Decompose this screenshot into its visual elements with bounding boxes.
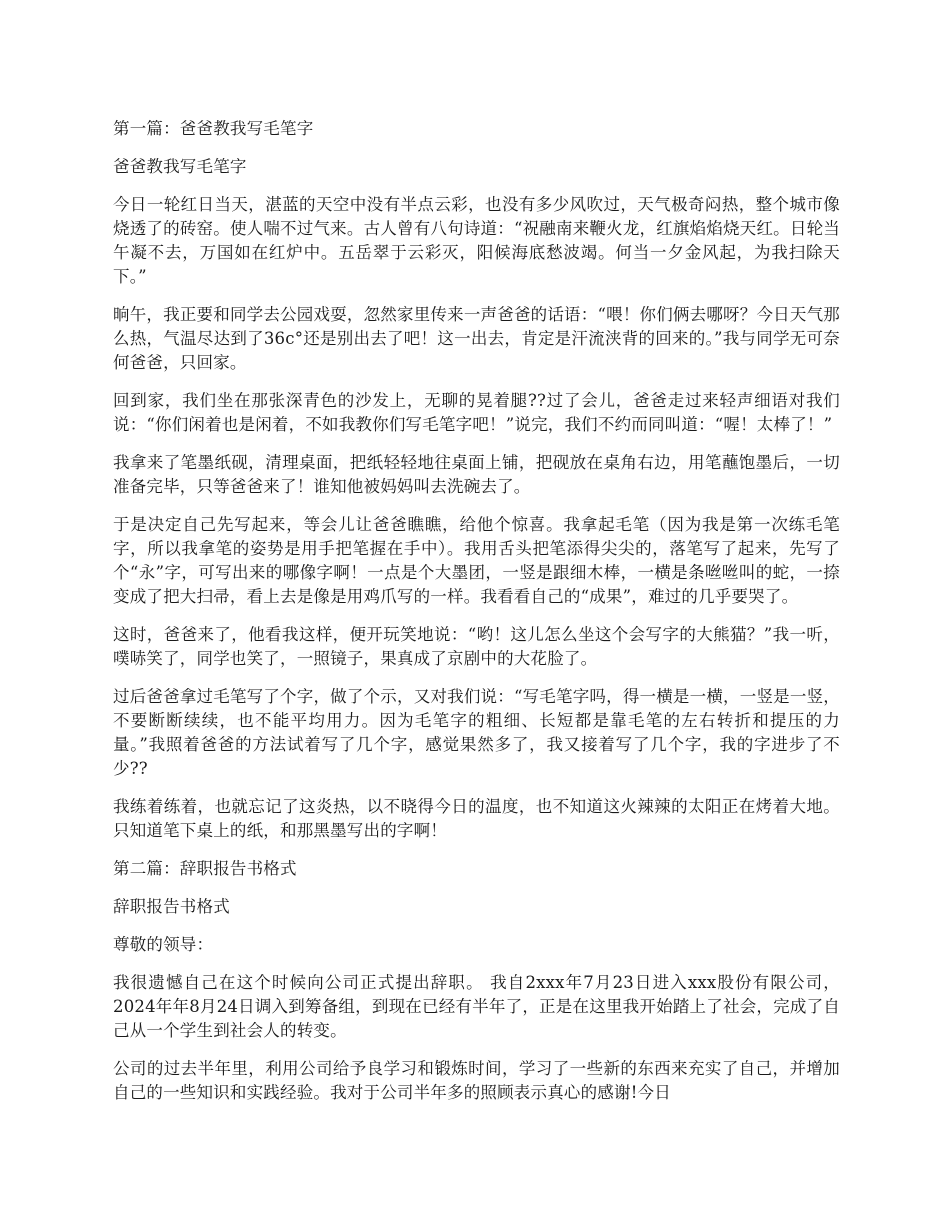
paragraph: 于是决定自己先写起来，等会儿让爸爸瞧瞧，给他个惊喜。我拿起毛笔（因为我是第一次练毛笔字，所以我拿笔的姿势是用手把笔握在手中）。我用舌头把笔添得尖尖的，落笔写了起来，先写了个“永”字，可写出来的哪像字啊！一点是个大墨团，一竖是跟细木棒，一横是条咝咝叫的蛇，一捺变成了把大扫帚，看上去是像是用鸡爪写的一样。我看看自己的“成果”，难过的几乎要哭了。 xyxy=(113,515,840,606)
paragraph: 公司的过去半年里，利用公司给予良学习和锻炼时间，学习了一些新的东西来充实了自己，并增加自己的一些知识和实践经验。我对于公司半年多的照顾表示真心的感谢!今日 xyxy=(113,1059,840,1102)
paragraph: 这时，爸爸来了，他看我这样，便开玩笑地说：“哟！这儿怎么坐这个会写字的大熊猫？”我一听，噗哧笑了，同学也笑了，一照镜子，果真成了京剧中的大花脸了。 xyxy=(113,625,840,668)
paragraph: 回到家，我们坐在那张深青色的沙发上，无聊的晃着腿??过了会儿，爸爸走过来轻声细语对我们说：“你们闲着也是闲着，不如我教你们写毛笔字吧！”说完，我们不约而同叫道：“喔！太棒了！” xyxy=(113,391,840,434)
section-2-title: 第二篇：辞职报告书格式 xyxy=(113,859,297,878)
paragraph: 我练着练着，也就忘记了这炎热，以不晓得今日的温度，也不知道这火辣辣的太阳正在烤着大地。只知道笔下桌上的纸，和那黑墨写出的字啊！ xyxy=(113,797,840,840)
paragraph: 晌午，我正要和同学去公园戏耍，忽然家里传来一声爸爸的话语：“喂！你们俩去哪呀？今日天气那么热，气温尽达到了36c°还是别出去了吧！这一出去，肯定是汗流浃背的回来的。”我与同学无可奈何爸爸，只回家。 xyxy=(113,305,840,372)
document-page xyxy=(113,117,840,1119)
section-1-title: 第一篇：爸爸教我写毛笔字 xyxy=(113,119,314,138)
paragraph: 我拿来了笔墨纸砚，清理桌面，把纸轻轻地往桌面上铺，把砚放在桌角右边，用笔蘸饱墨后，一切准备完毕，只等爸爸来了！谁知他被妈妈叫去洗碗去了。 xyxy=(113,453,840,496)
paragraph: 过后爸爸拿过毛笔写了个字，做了个示，又对我们说：“写毛笔字吗，得一横是一横，一竖是一竖，不要断断续续，也不能平均用力。因为毛笔字的粗细、长短都是靠毛笔的左右转折和提压的力量。”我照着爸爸的方法试着写了几个字，感觉果然多了，我又接着写了几个字，我的字进步了不少?? xyxy=(113,687,840,778)
salutation: 尊敬的领导： xyxy=(113,935,214,954)
letter-title: 辞职报告书格式 xyxy=(113,897,230,916)
paragraph: 今日一轮红日当天，湛蓝的天空中没有半点云彩，也没有多少风吹过，天气极奇闷热，整个城市像烧透了的砖窑。使人喘不过气来。古人曾有八句诗道：“祝融南来鞭火龙，红旗焰焰烧天红。日轮当午凝不去，万国如在红炉中。五岳翠于云彩灭，阳候海底愁波竭。何当一夕金风起，为我扫除天下。” xyxy=(113,195,840,286)
paragraph: 我很遗憾自己在这个时候向公司正式提出辞职。 我自2xxx年7月23日进入xxx股份有限公司，2024年年8月24日调入到筹备组，到现在已经有半年了，正是在这里我开始踏上了社会，完成了自己从一个学生到社会人的转变。 xyxy=(113,973,840,1040)
essay-title: 爸爸教我写毛笔字 xyxy=(113,157,247,176)
